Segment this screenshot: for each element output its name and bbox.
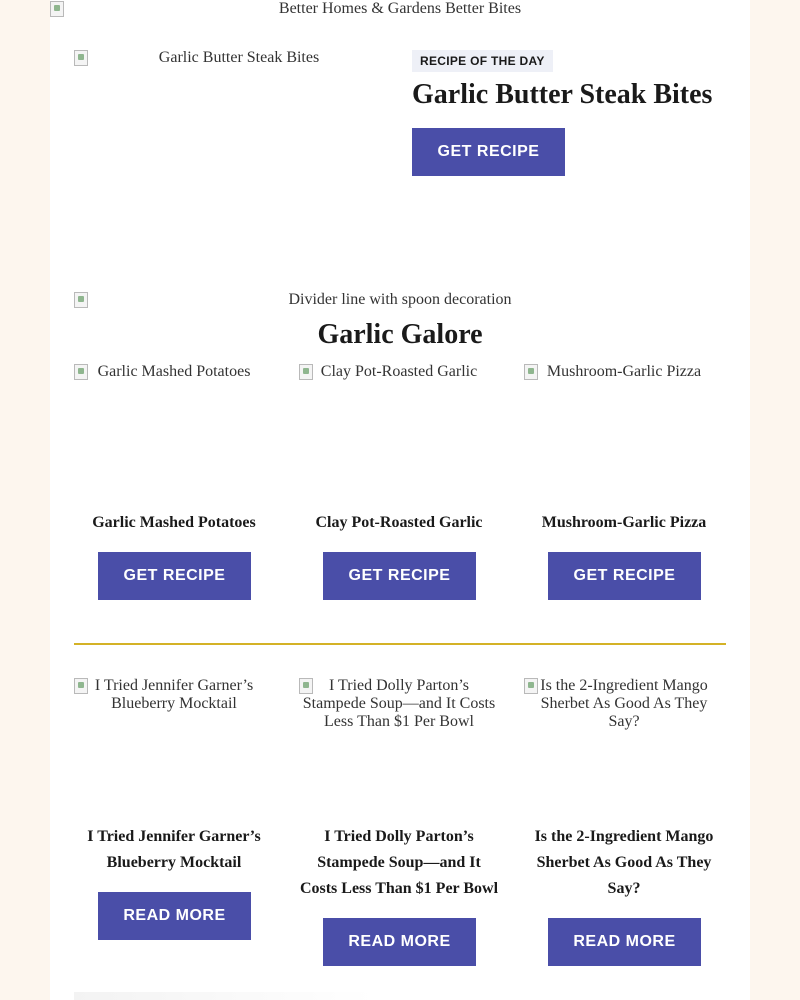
recipe-title-garlic-mashed-potatoes[interactable]: Garlic Mashed Potatoes <box>92 514 256 531</box>
article-image-alt-text: I Tried Dolly Parton’s Stampede Soup—and It Costs Less Than $1 Per Bowl <box>302 677 496 730</box>
broken-image-icon <box>74 364 88 380</box>
article-title-stampede-soup[interactable]: I Tried Dolly Parton’s Stampede Soup—and It Costs Less Than $1 Per Bowl <box>299 828 499 897</box>
article-title-mango-sherbet[interactable]: Is the 2-Ingredient Mango Sherbet As Good As They Say? <box>534 828 714 897</box>
recipe-image-mushroom-garlic-pizza[interactable] <box>524 363 724 381</box>
brand-logo-alt-text: Better Homes & Gardens Better Bites <box>278 0 522 17</box>
article-title-blueberry-mocktail[interactable]: I Tried Jennifer Garner’s Blueberry Mocktail <box>87 828 261 871</box>
get-recipe-button-clay-pot-roasted-garlic[interactable]: GET RECIPE <box>323 552 476 600</box>
article-image-alt-text: Is the 2-Ingredient Mango Sherbet As Good As They Say? <box>540 677 708 730</box>
divider-spoon-image <box>74 291 726 309</box>
article-image-mango-sherbet[interactable] <box>524 677 724 731</box>
read-more-button-blueberry-mocktail[interactable]: READ MORE <box>98 892 251 940</box>
broken-image-icon <box>524 364 538 380</box>
broken-image-icon <box>50 1 64 17</box>
get-recipe-button-garlic-mashed-potatoes[interactable]: GET RECIPE <box>98 552 251 600</box>
section-title-garlic-galore: Garlic Galore <box>317 319 483 350</box>
read-more-button-mango-sherbet[interactable]: READ MORE <box>548 918 701 966</box>
hero-image-alt-text: Garlic Butter Steak Bites <box>158 49 320 66</box>
article-image-stampede-soup[interactable] <box>299 677 499 731</box>
next-section-preview <box>74 992 374 1000</box>
read-more-button-stampede-soup[interactable]: READ MORE <box>323 918 476 966</box>
recipe-title-mushroom-garlic-pizza[interactable]: Mushroom-Garlic Pizza <box>541 514 707 531</box>
article-image-alt-text: I Tried Jennifer Garner’s Blueberry Mocktail <box>94 677 254 712</box>
article-image-blueberry-mocktail[interactable] <box>74 677 274 713</box>
broken-image-icon <box>299 364 313 380</box>
get-recipe-button-mushroom-garlic-pizza[interactable]: GET RECIPE <box>548 552 701 600</box>
divider-alt-text: Divider line with spoon decoration <box>288 291 512 308</box>
recipe-image-alt-text: Clay Pot-Roasted Garlic <box>320 363 478 380</box>
hero-get-recipe-button[interactable]: GET RECIPE <box>412 128 565 176</box>
email-body <box>50 0 750 1000</box>
recipe-of-the-day-badge: RECIPE OF THE DAY <box>412 50 553 72</box>
broken-image-icon <box>74 50 88 66</box>
recipe-title-clay-pot-roasted-garlic[interactable]: Clay Pot-Roasted Garlic <box>315 514 483 531</box>
broken-image-icon <box>74 678 88 694</box>
hero-recipe-title[interactable]: Garlic Butter Steak Bites <box>412 79 713 110</box>
recipe-image-clay-pot-roasted-garlic[interactable] <box>299 363 499 381</box>
broken-image-icon <box>299 678 313 694</box>
brand-logo-image[interactable] <box>50 0 750 18</box>
broken-image-icon <box>524 678 538 694</box>
recipe-image-garlic-mashed-potatoes[interactable] <box>74 363 274 381</box>
section-divider-rule <box>74 643 726 645</box>
broken-image-icon <box>74 292 88 308</box>
recipe-image-alt-text: Mushroom-Garlic Pizza <box>546 363 702 380</box>
hero-recipe-image[interactable] <box>74 49 404 67</box>
recipe-image-alt-text: Garlic Mashed Potatoes <box>97 363 251 380</box>
